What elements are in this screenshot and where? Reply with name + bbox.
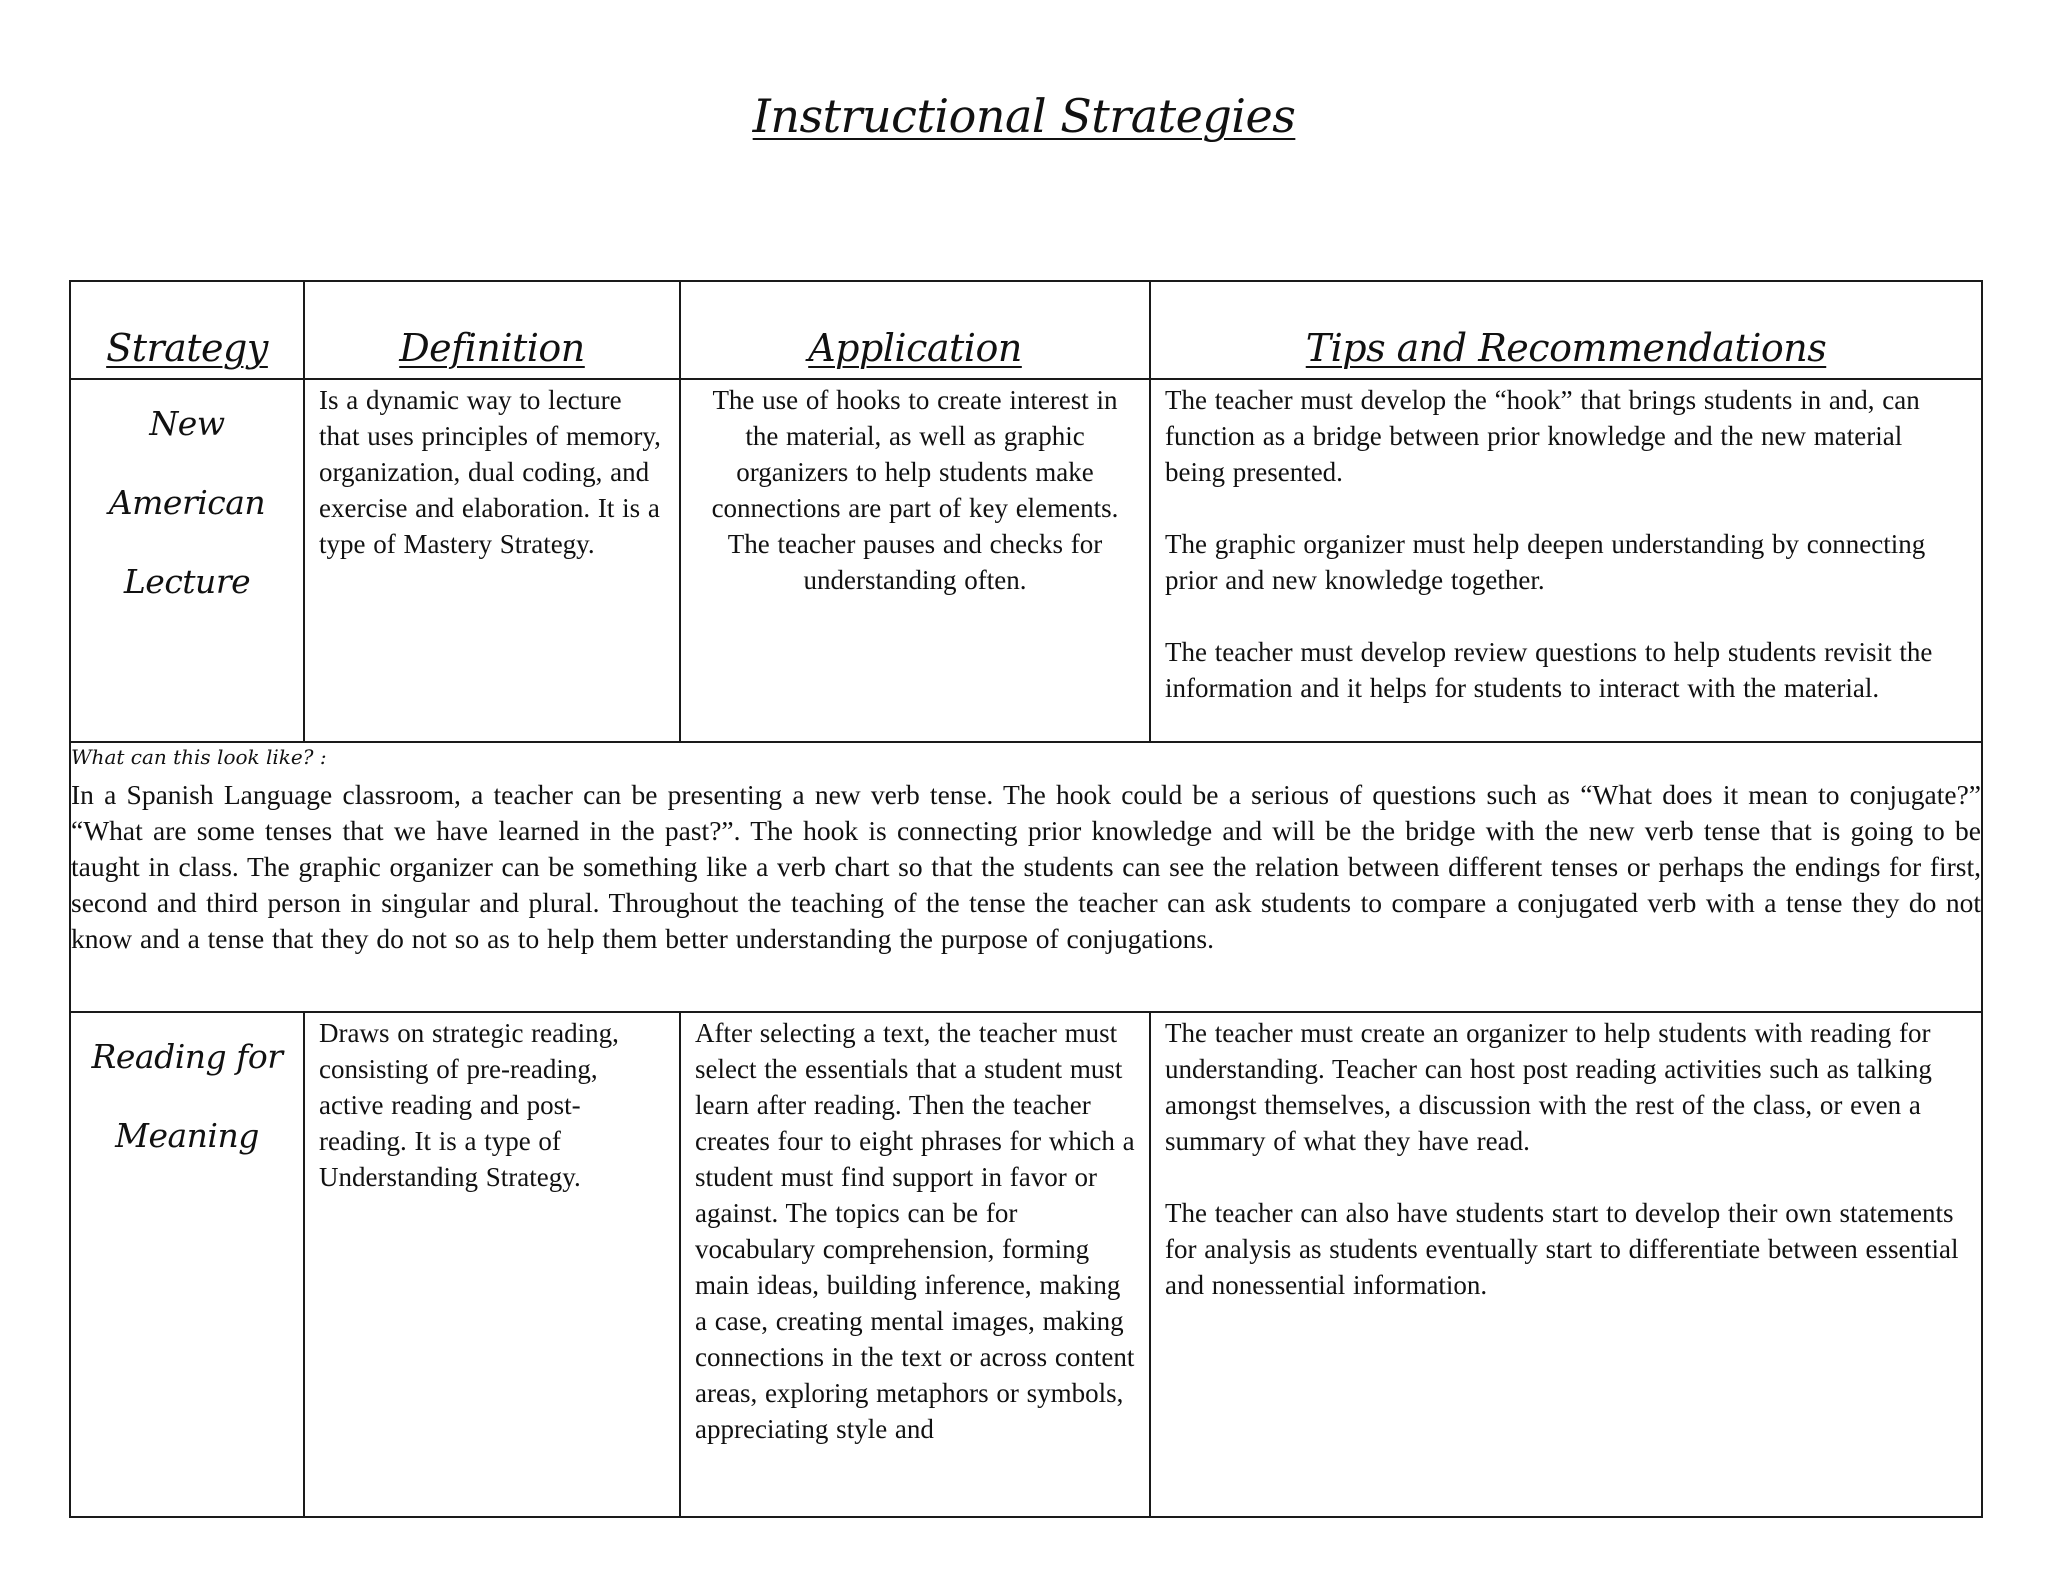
example-cell: [70, 742, 1982, 1012]
application-cell: [680, 379, 1150, 742]
strategy-name: New American Lecture: [108, 404, 266, 601]
strategy-name: Reading for Meaning: [91, 1037, 283, 1155]
application-cell: [680, 1012, 1150, 1517]
definition-text: Draws on strategic reading, consisting of pre-reading, active reading and post-reading. It is a type of Understanding Strategy.: [319, 1018, 619, 1192]
example-row: [70, 742, 1982, 1012]
table-header-row: [70, 281, 1982, 379]
strategy-table: [69, 280, 1983, 1518]
example-label: What can this look like? :: [71, 745, 327, 769]
document-title: Instructional Strategies: [752, 89, 1296, 143]
header-strategy: Strategy: [70, 281, 304, 379]
header-definition: Definition: [304, 281, 680, 379]
tips-cell: [1150, 1012, 1982, 1517]
definition-cell: [304, 1012, 680, 1517]
application-text: The use of hooks to create interest in the material, as well as graphic organizers to help students make connections are part of key elements. The teacher pauses and checks for understanding often.: [711, 385, 1119, 595]
header-tips: Tips and Recommendations: [1150, 281, 1982, 379]
application-text: After selecting a text, the teacher must select the essentials that a student must learn after reading. Then the teacher creates four to eight phrases for which a student must find support in favor or against. The topics can be for vocabulary comprehension, forming main ideas, building inference, making a case, creating mental images, making connections in the text or across content areas, exploring metaphors or symbols, appreciating style and: [695, 1018, 1135, 1444]
tips-text: The teacher must create an organizer to help students with reading for understanding. Teacher can host post reading activities such as talking amongst themselves, a discussion with the rest of the class, or even a summary of what they have read. The teacher can also have students start to develop their own statements for analysis as students eventually start to differentiate between essential and nonessential information.: [1165, 1018, 1959, 1300]
tips-cell: [1150, 379, 1982, 742]
table-row: [70, 379, 1982, 742]
strategy-cell: [70, 379, 304, 742]
definition-text: Is a dynamic way to lecture that uses principles of memory, organization, dual coding, and exercise and elaboration. It is a type of Mastery Strategy.: [319, 385, 661, 559]
table-row: [70, 1012, 1982, 1517]
strategy-cell: [70, 1012, 304, 1517]
example-text: In a Spanish Language classroom, a teacher can be presenting a new verb tense. The hook could be a serious of questions such as “What does it mean to conjugate?” “What are some tenses that we have learned in the past?”. The hook is connecting prior knowledge and will be the bridge with the new verb tense that is going to be taught in class. The graphic organizer can be something like a verb chart so that the students can see the relation between different tenses or perhaps the endings for first, second and third person in singular and plural. Throughout the teaching of the tense the teacher can ask students to compare a conjugated verb with a tense they do not know and a tense that they do not so as to help them better understanding the purpose of conjugations.: [71, 779, 1981, 954]
definition-cell: [304, 379, 680, 742]
tips-text: The teacher must develop the “hook” that brings students in and, can function as a bridge between prior knowledge and the new material being presented. The graphic organizer must help deepen understanding by connecting prior and new knowledge together. The teacher must develop review questions to help students revisit the information and it helps for students to interact with the material.: [1165, 385, 1933, 703]
header-application: Application: [680, 281, 1150, 379]
